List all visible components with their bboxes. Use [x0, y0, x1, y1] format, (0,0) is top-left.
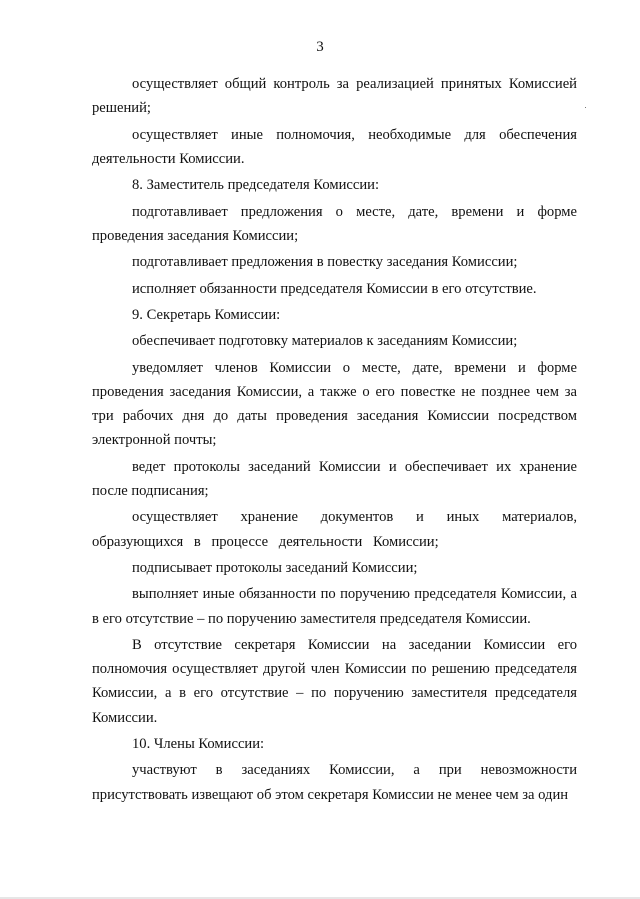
section-9-heading: 9. Секретарь Комиссии: — [132, 306, 281, 323]
paragraph-notifies-members: уведомляет членов Комиссии о месте, дате, времени и форме проведения заседания Комиссии, а также о его повестке не позднее чем за три рабочих дня до даты проведения заседания Комиссии посредством электронной почты; — [92, 359, 577, 449]
paragraph-secretary-absence: В отсутствие секретаря Комиссии на заседании Комиссии его полномочия осуществляет другой член Комиссии по решению председателя Комиссии, а в его отсутствие – по поручению заместителя председателя Комиссии. — [92, 636, 577, 726]
paragraph-general-control: осуществляет общий контроль за реализацией принятых Комиссией решений; — [92, 76, 577, 117]
paragraph-stores-documents: осуществляет хранение документов и иных материалов, образующихся в процессе деятельности Комиссии; — [92, 509, 577, 550]
page-number: 3 — [316, 39, 324, 55]
paragraph-other-duties: выполняет иные обязанности по поручению председателя Комиссии, а в его отсутствие – по поручению заместителя председателя Комиссии. — [92, 586, 577, 627]
paragraph-signs-minutes: подписывает протоколы заседаний Комиссии; — [132, 559, 418, 576]
paragraph-prepares-materials: обеспечивает подготовку материалов к заседаниям Комиссии; — [132, 333, 518, 350]
scan-speck — [585, 107, 586, 108]
paragraph-prepares-proposals-agenda: подготавливает предложения в повестку заседания Комиссии; — [132, 254, 518, 271]
paragraph-keeps-minutes: ведет протоколы заседаний Комиссии и обеспечивает их хранение после подписания; — [92, 458, 577, 499]
section-8-heading: 8. Заместитель председателя Комиссии: — [132, 177, 380, 194]
paragraph-members-participate: участвуют в заседаниях Комиссии, а при невозможности присутствовать извещают об этом секретаря Комиссии не менее чем за один — [92, 762, 577, 803]
document-body — [92, 72, 577, 809]
paragraph-prepares-proposals-meeting: подготавливает предложения о месте, дате, времени и форме проведения заседания Комиссии; — [92, 203, 577, 244]
paragraph-other-powers: осуществляет иные полномочия, необходимые для обеспечения деятельности Комиссии. — [92, 126, 577, 167]
paragraph-acts-as-chair: исполняет обязанности председателя Комиссии в его отсутствие. — [132, 280, 537, 297]
section-10-heading: 10. Члены Комиссии: — [132, 735, 265, 752]
